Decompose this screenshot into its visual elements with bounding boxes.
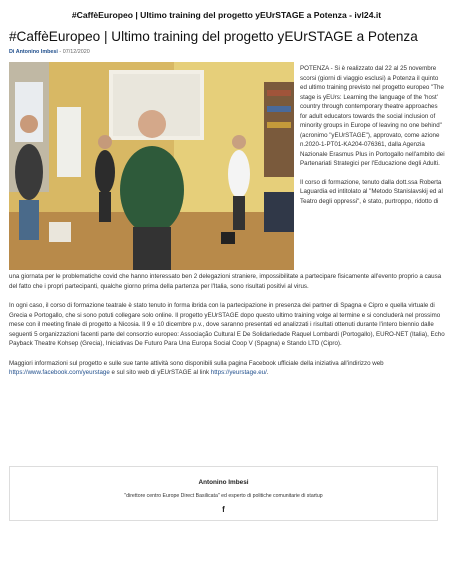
intro-paragraph-1: POTENZA - Si è realizzato dal 22 al 25 novembre scorsi (giorni di viaggio esclusi) a Potenza il quinto ed ultimo training previsto nel progetto europeo "The stage is yEUrs: Learning the language of the 'host' country through contemporary theatre approaches for adult educators towards the social inclusion of minority groups in Europe of leaving no one behind" (acronimo "yEUrSTAGE"), approvato, come azione n.2020-1-PT01-KA204-076361, dalla Agenzia Nazionale Erasmus Plus in Portogallo nell'ambito dei Partenariati Strategici per l'Educazione degli Adulti. [300,65,445,167]
links-text-after: . [266,369,269,376]
body-paragraph-1: una giornata per le problematiche covid che hanno interessato ben 2 delegazioni straniere, impossibilitate a partecipare fisicamente all'evento proprio a causa del fatto che i propri partecipanti, qualche giorno prima della partenza per l'Italia, sono risultati positivi al virus. [9,273,442,290]
project-site-link[interactable]: https://yeurstage.eu/ [210,369,267,376]
author-box [9,466,438,521]
author-role: "direttore centro Europe Direct Basilicata" ed esperto di politiche comunitarie di startup [124,493,323,499]
article-intro [300,64,446,215]
article-photo [9,62,294,270]
facebook-icon[interactable]: f [222,505,225,514]
links-text-before: Maggiori informazioni sul progetto e sulle sue tante attività sono disponibili sulla pagina Facebook ufficiale della iniziativa all'indirizzo web [9,359,384,367]
author-name: Antonino Imbesi [198,479,249,486]
links-text-middle: e sul sito web di yEUrSTAGE al link [109,369,211,376]
author-link[interactable]: Di Antonino Imbesi [9,49,58,55]
facebook-page-link[interactable]: https://www.facebook.com/yeurstage [9,369,110,376]
links-paragraph [9,359,446,378]
article-title: #CaffèEuropeo | Ultimo training del progetto yEUrSTAGE a Potenza [9,29,418,44]
article-byline [9,49,90,55]
intro-paragraph-2: Il corso di formazione, tenuto dalla dott.ssa Roberta Laguardia ed intitolato al "Metodo Stanislavskij ed al Teatro degli oppressi", è stato, purtroppo, ridotto di [300,178,443,205]
article-body [9,272,446,388]
article-date: - 07/12/2020 [59,49,90,55]
body-paragraph-2: In ogni caso, il corso di formazione teatrale è stato tenuto in forma ibrida con la partecipazione in presenza dei partner di Spagna e Cipro e quella virtuale di Grecia e Portogallo, che si sono potuti collegare solo online. Il progetto yEUrSTAGE dopo questo ultimo training volge al termine e si concluderà nel prossimo mese con il meeting finale di progetto a Nicosia. Il 9 e 10 dicembre p.v., dove saranno presentati ed analizzati i risultati ottenuti durante l'intero biennio dalle seguenti 5 organizzazioni facenti parte del consorzio europeo: Associação Cultural E De Solidariedade Raquel Lombardi (Portogallo), EURO-NET (Italia), Echo Payback Theatre Kohsep (Grecia), Iniciativas De Futuro Para Una Europa Social Coop V (Spagna) e Stando LTD (Cipro). [9,302,445,347]
page-header-title: #CaffèEuropeo | Ultimo training del progetto yEUrSTAGE a Potenza - ivl24.it [71,10,382,20]
